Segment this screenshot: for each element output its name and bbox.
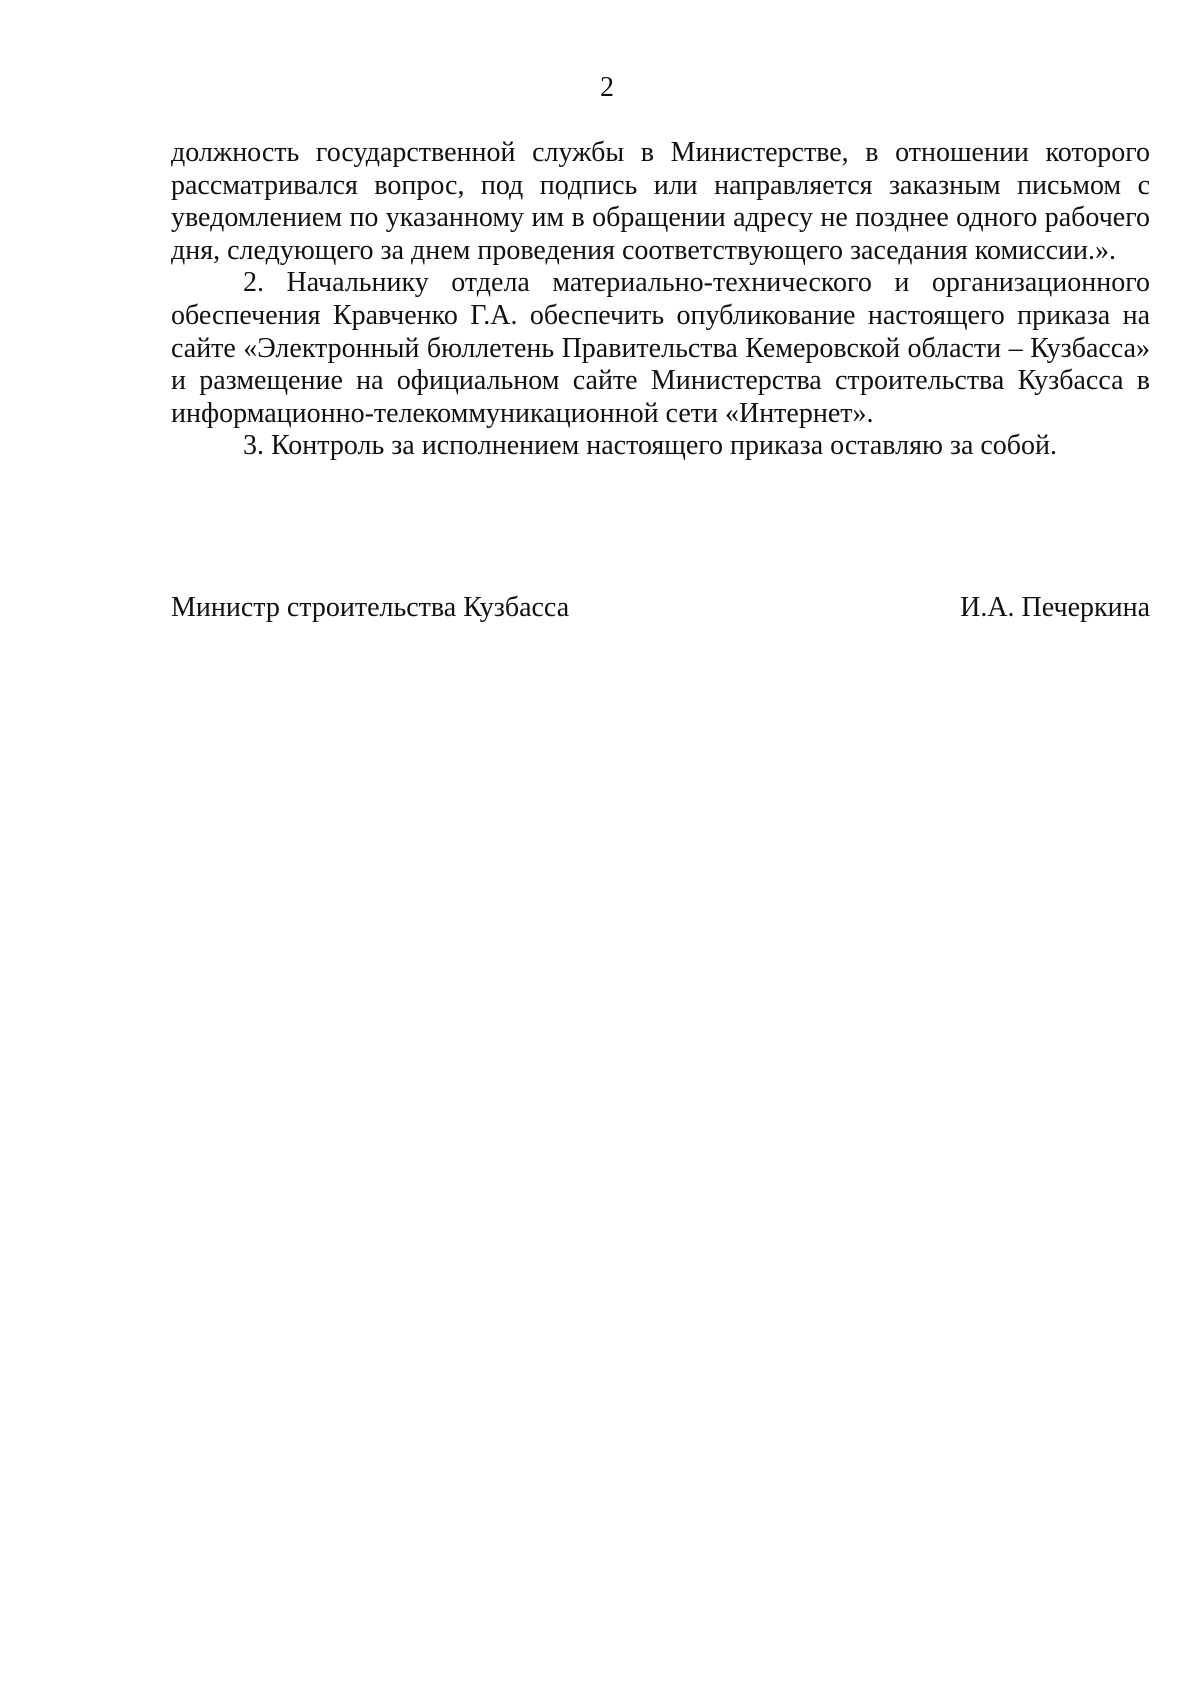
paragraph-item-2: 2. Начальнику отдела материально-технического и организационного обеспечения Кравченко Г.А. обеспечить опубликование настоящего приказа на сайте «Электронный бюллетень Правительства Кемеровской области – Кузбасса» и размещение на официальном сайте Министерства строительства Кузбасса в информационно-телекоммуникационной сети «Интернет».	[171, 267, 1150, 429]
page-number: 2	[600, 72, 614, 103]
signatory-position: Министр строительства Кузбасса	[171, 592, 570, 623]
paragraph-item-3: 3. Контроль за исполнением настоящего приказа оставляю за собой.	[243, 430, 1058, 462]
signatory-name: И.А. Печеркина	[960, 592, 1150, 623]
signature-block	[171, 592, 1150, 624]
document-body	[171, 137, 1150, 463]
paragraph-continuation: должность государственной службы в Министерстве, в отношении которого рассматривался вопрос, под подпись или направляется заказным письмом с уведомлением по указанному им в обращении адресу не позднее одного рабочего дня, следующего за днем проведения соответствующего заседания комиссии.».	[171, 137, 1150, 266]
